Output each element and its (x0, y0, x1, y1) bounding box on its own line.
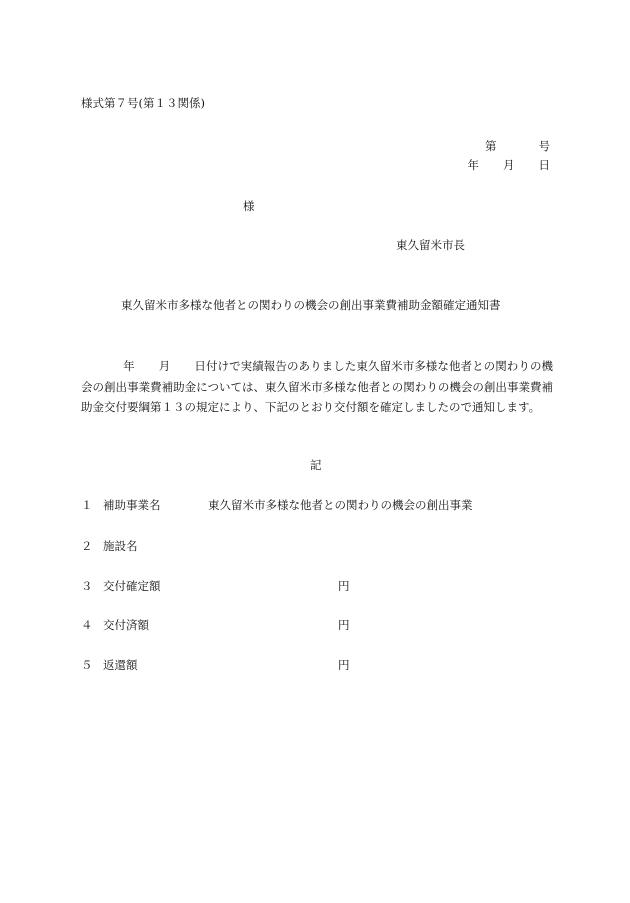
item-confirmed-amount (81, 578, 350, 594)
item-label: 補助事業名 (103, 498, 161, 512)
item-number: ４ (81, 618, 93, 632)
document-title: 東久留米市多様な他者との関わりの機会の創出事業費補助金額確定通知書 (121, 298, 501, 312)
yen-unit: 円 (338, 618, 350, 632)
issuer: 東久留米市長 (396, 238, 465, 252)
body-year: 年 (123, 359, 135, 373)
form-label: 様式第７号(第１３関係) (81, 96, 205, 110)
date-line (468, 157, 551, 173)
item-project-name (81, 497, 473, 513)
date-year: 年 (467, 158, 479, 172)
yen-unit: 円 (338, 658, 350, 672)
document-number-line (485, 138, 550, 154)
yen-unit: 円 (338, 579, 350, 593)
item-number: ２ (81, 539, 93, 553)
item-label: 施設名 (103, 539, 138, 553)
number-go: 号 (538, 139, 550, 153)
item-number: １ (81, 498, 93, 512)
ki-heading: 記 (310, 458, 322, 472)
addressee: 様 (243, 199, 255, 213)
item-facility-name (81, 538, 138, 554)
body-paragraph (81, 356, 553, 418)
item-label: 交付確定額 (103, 579, 161, 593)
body-month: 月 (158, 359, 171, 373)
item-paid-amount (81, 617, 350, 633)
item-label: 交付済額 (103, 618, 149, 632)
item-refund-amount (81, 657, 350, 673)
item-number: ５ (81, 658, 93, 672)
item-label: 返還額 (103, 658, 138, 672)
date-day: 日 (538, 158, 550, 172)
number-dai: 第 (485, 139, 497, 153)
body-text: 日付けで実績報告のありました東久留米市多様な他者との関わりの機会の創出事業費補助金については、東久留米市多様な他者との関わりの機会の創出事業費補助金交付要綱第１３の規定により、下記のとおり交付額を確定しましたので通知します。 (81, 359, 554, 414)
item-number: ３ (81, 579, 93, 593)
date-month: 月 (503, 158, 515, 172)
item-value: 東久留米市多様な他者との関わりの機会の創出事業 (208, 498, 473, 512)
